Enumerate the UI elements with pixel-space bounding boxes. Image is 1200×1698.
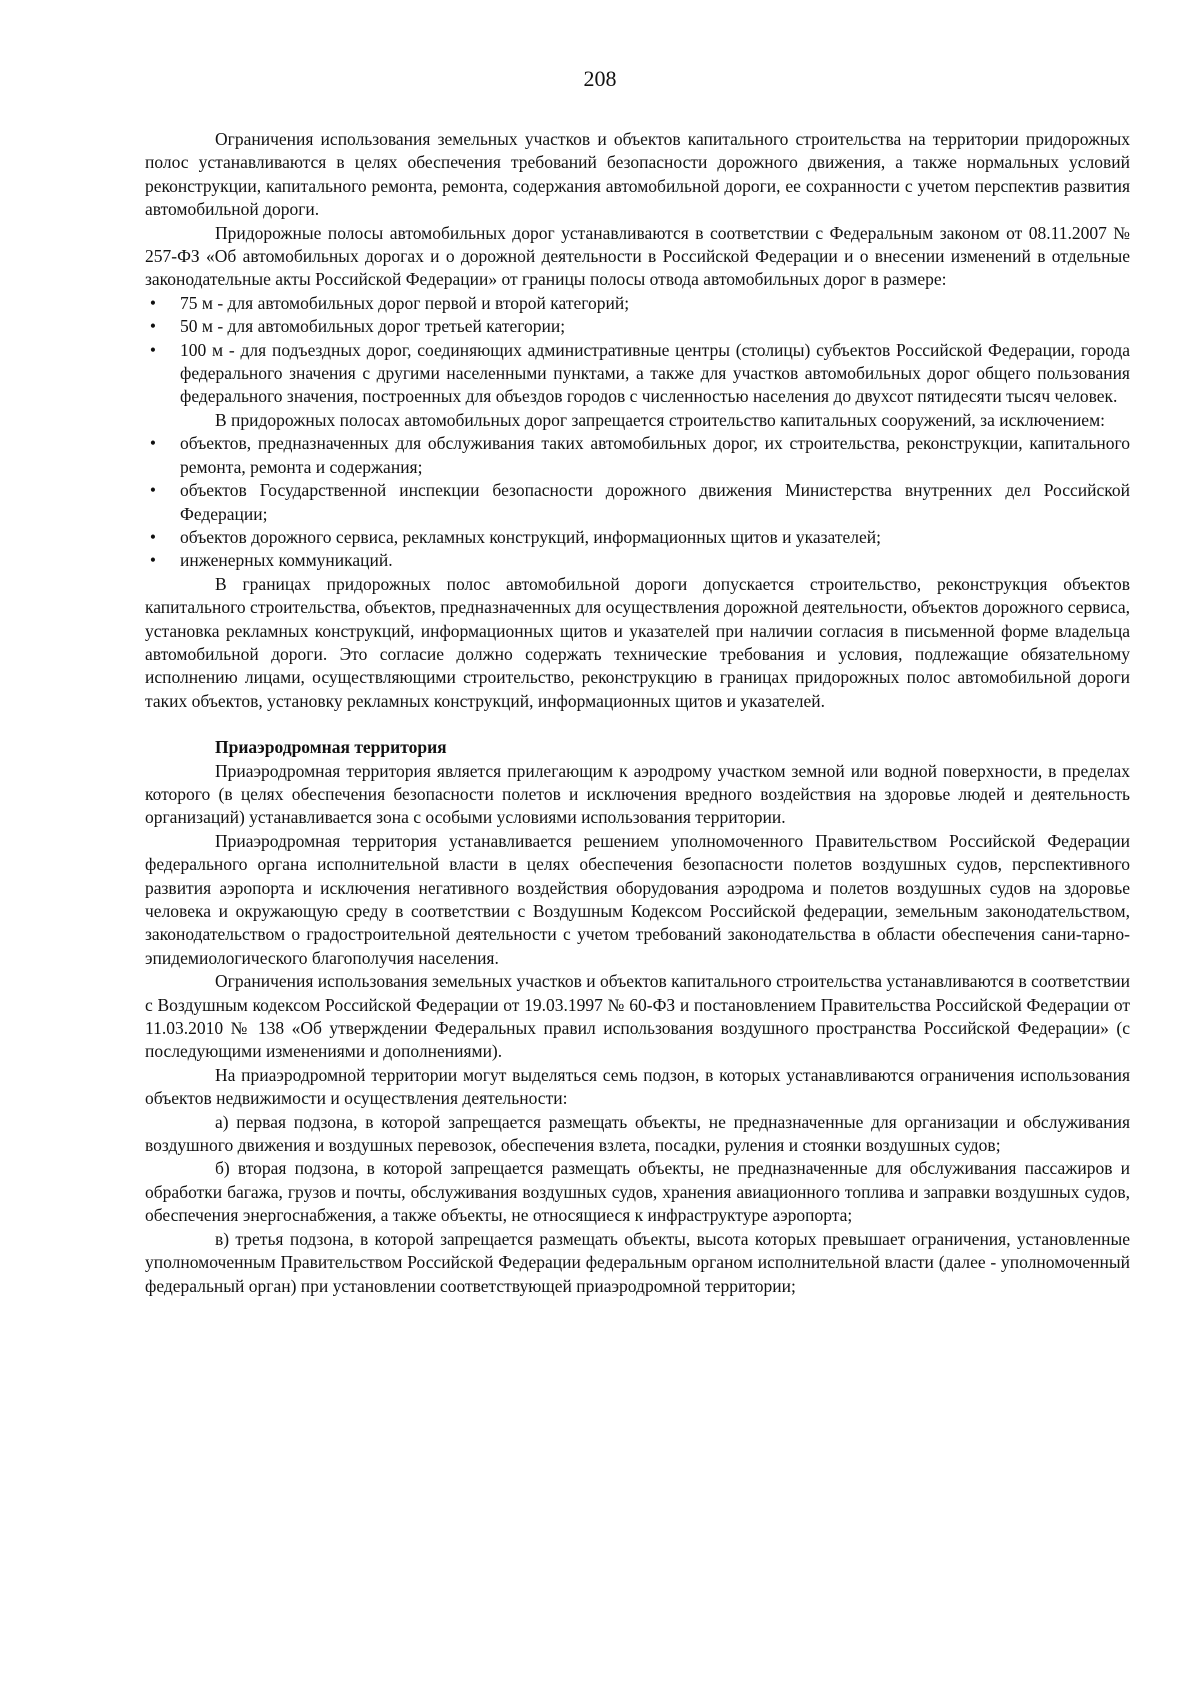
subzone-paragraph: в) третья подзона, в которой запрещается размещать объекты, высота которых превышает ограничения, установленные уполномоченным Правительством Российской Федерации федеральным органом исполнительной власти (далее - уполномоченный федеральный орган) при установлении соответствующей приаэродромной территории; <box>145 1228 1130 1296</box>
subzone-paragraph: б) вторая подзона, в которой запрещается размещать объекты, не предназначенные для обслуживания пассажиров и обработки багажа, грузов и почты, обслуживания воздушных судов, хранения авиационного топлива и заправки воздушных судов, обеспечения энергоснабжения, а также объекты, не относящиеся к инфраструктуре аэропорта; <box>145 1158 1130 1226</box>
list-item-text: 100 м - для подъездных дорог, соединяющих административные центры (столицы) субъектов Российской Федерации, города федерального значения с другими населенными пунктами, а также для участков автомобильных дорог общего пользования федерального значения, построенных для объездов городов с численностью населения до двухсот пятидесяти тысяч человек. <box>180 339 1130 407</box>
paragraph: Придорожные полосы автомобильных дорог устанавливаются в соответствии с Федеральным законом от 08.11.2007 № 257-ФЗ «Об автомобильных дорогах и о дорожной деятельности в Российской Федерации и о внесении изменений в отдельные законодательные акты Российской Федерации» от границы полосы отвода автомобильных дорог в размере: <box>145 222 1130 290</box>
bullet-icon: • <box>149 339 157 360</box>
subzone-paragraph: а) первая подзона, в которой запрещается размещать объекты, не предназначенные для организации и обслуживания воздушного движения и воздушных перевозок, обеспечения взлета, посадки, руления и стоянки воздушных судов; <box>145 1111 1130 1156</box>
section-heading: Приаэродромная территория <box>215 737 447 758</box>
bullet-icon: • <box>149 316 157 337</box>
list-item-text: объектов дорожного сервиса, рекламных конструкций, информационных щитов и указателей; <box>180 526 881 547</box>
paragraph: Ограничения использования земельных участков и объектов капитального строительства устанавливаются в соответствии с Воздушным кодексом Российской Федерации от 19.03.1997 № 60-ФЗ и постановлением Правительства Российской Федерации от 11.03.2010 № 138 «Об утверждении Федеральных правил использования воздушного пространства Российской Федерации» (с последующими изменениями и дополнениями). <box>145 971 1130 1062</box>
bullet-icon: • <box>149 526 157 547</box>
bullet-list-roadside-widths <box>145 292 1130 409</box>
paragraph: В придорожных полосах автомобильных дорог запрещается строительство капитальных сооружений, за исключением: <box>215 409 1106 430</box>
bullet-icon: • <box>149 550 157 571</box>
list-item <box>145 292 1130 315</box>
list-item <box>145 479 1130 526</box>
list-item <box>145 432 1130 479</box>
list-item <box>145 339 1130 409</box>
paragraph: Приаэродромная территория является прилегающим к аэродрому участком земной или водной поверхности, в пределах которого (в целях обеспечения безопасности полетов и исключения вредного воздействия на здоровье людей и деятельность организаций) устанавливается зона с особыми условиями использования территории. <box>145 760 1130 828</box>
bullet-icon: • <box>149 292 157 313</box>
list-item <box>145 526 1130 549</box>
bullet-icon: • <box>149 480 157 501</box>
list-item <box>145 315 1130 338</box>
list-item-text: объектов, предназначенных для обслуживания таких автомобильных дорог, их строительства, реконструкции, капитального ремонта, ремонта и содержания; <box>180 433 1130 477</box>
page-number: 208 <box>583 66 617 91</box>
paragraph: На приаэродромной территории могут выделяться семь подзон, в которых устанавливаются ограничения использования объектов недвижимости и осуществления деятельности: <box>145 1064 1130 1109</box>
bullet-icon: • <box>149 433 157 454</box>
document-body <box>145 128 1130 1298</box>
list-item-text: 50 м - для автомобильных дорог третьей категории; <box>180 316 566 337</box>
paragraph: Приаэродромная территория устанавливается решением уполномоченного Правительством Российской Федерации федерального органа исполнительной власти в целях обеспечения безопасности полетов воздушных судов, перспективного развития аэропорта и исключения негативного воздействия оборудования аэродрома и полетов воздушных судов на здоровье человека и окружающую среду в соответствии с Воздушным Кодексом Российской федерации, земельным законодательством, законодательством о градостроительной деятельности с учетом требований законодательства в области обеспечения сани-тарно-эпидемиологического благополучия населения. <box>145 830 1130 968</box>
paragraph: Ограничения использования земельных участков и объектов капитального строительства на территории придорожных полос устанавливаются в целях обеспечения требований безопасности дорожного движения, а также нормальных условий реконструкции, капитального ремонта, ремонта, содержания автомобильной дороги, ее сохранности с учетом перспектив развития автомобильной дороги. <box>145 129 1130 220</box>
list-item-text: инженерных коммуникаций. <box>180 550 393 571</box>
list-item <box>145 549 1130 572</box>
bullet-list-exceptions <box>145 432 1130 572</box>
paragraph: В границах придорожных полос автомобильной дороги допускается строительство, реконструкция объектов капитального строительства, объектов, предназначенных для осуществления дорожной деятельности, объектов дорожного сервиса, установка рекламных конструкций, информационных щитов и указателей при наличии согласия в письменной форме владельца автомобильной дороги. Это согласие должно содержать технические требования и условия, подлежащие обязательному исполнению лицами, осуществляющими строительство, реконструкцию в границах придорожных полос автомобильной дороги таких объектов, установку рекламных конструкций, информационных щитов и указателей. <box>145 573 1130 711</box>
list-item-text: 75 м - для автомобильных дорог первой и второй категорий; <box>180 292 630 313</box>
list-item-text: объектов Государственной инспекции безопасности дорожного движения Министерства внутренних дел Российской Федерации; <box>180 480 1130 524</box>
